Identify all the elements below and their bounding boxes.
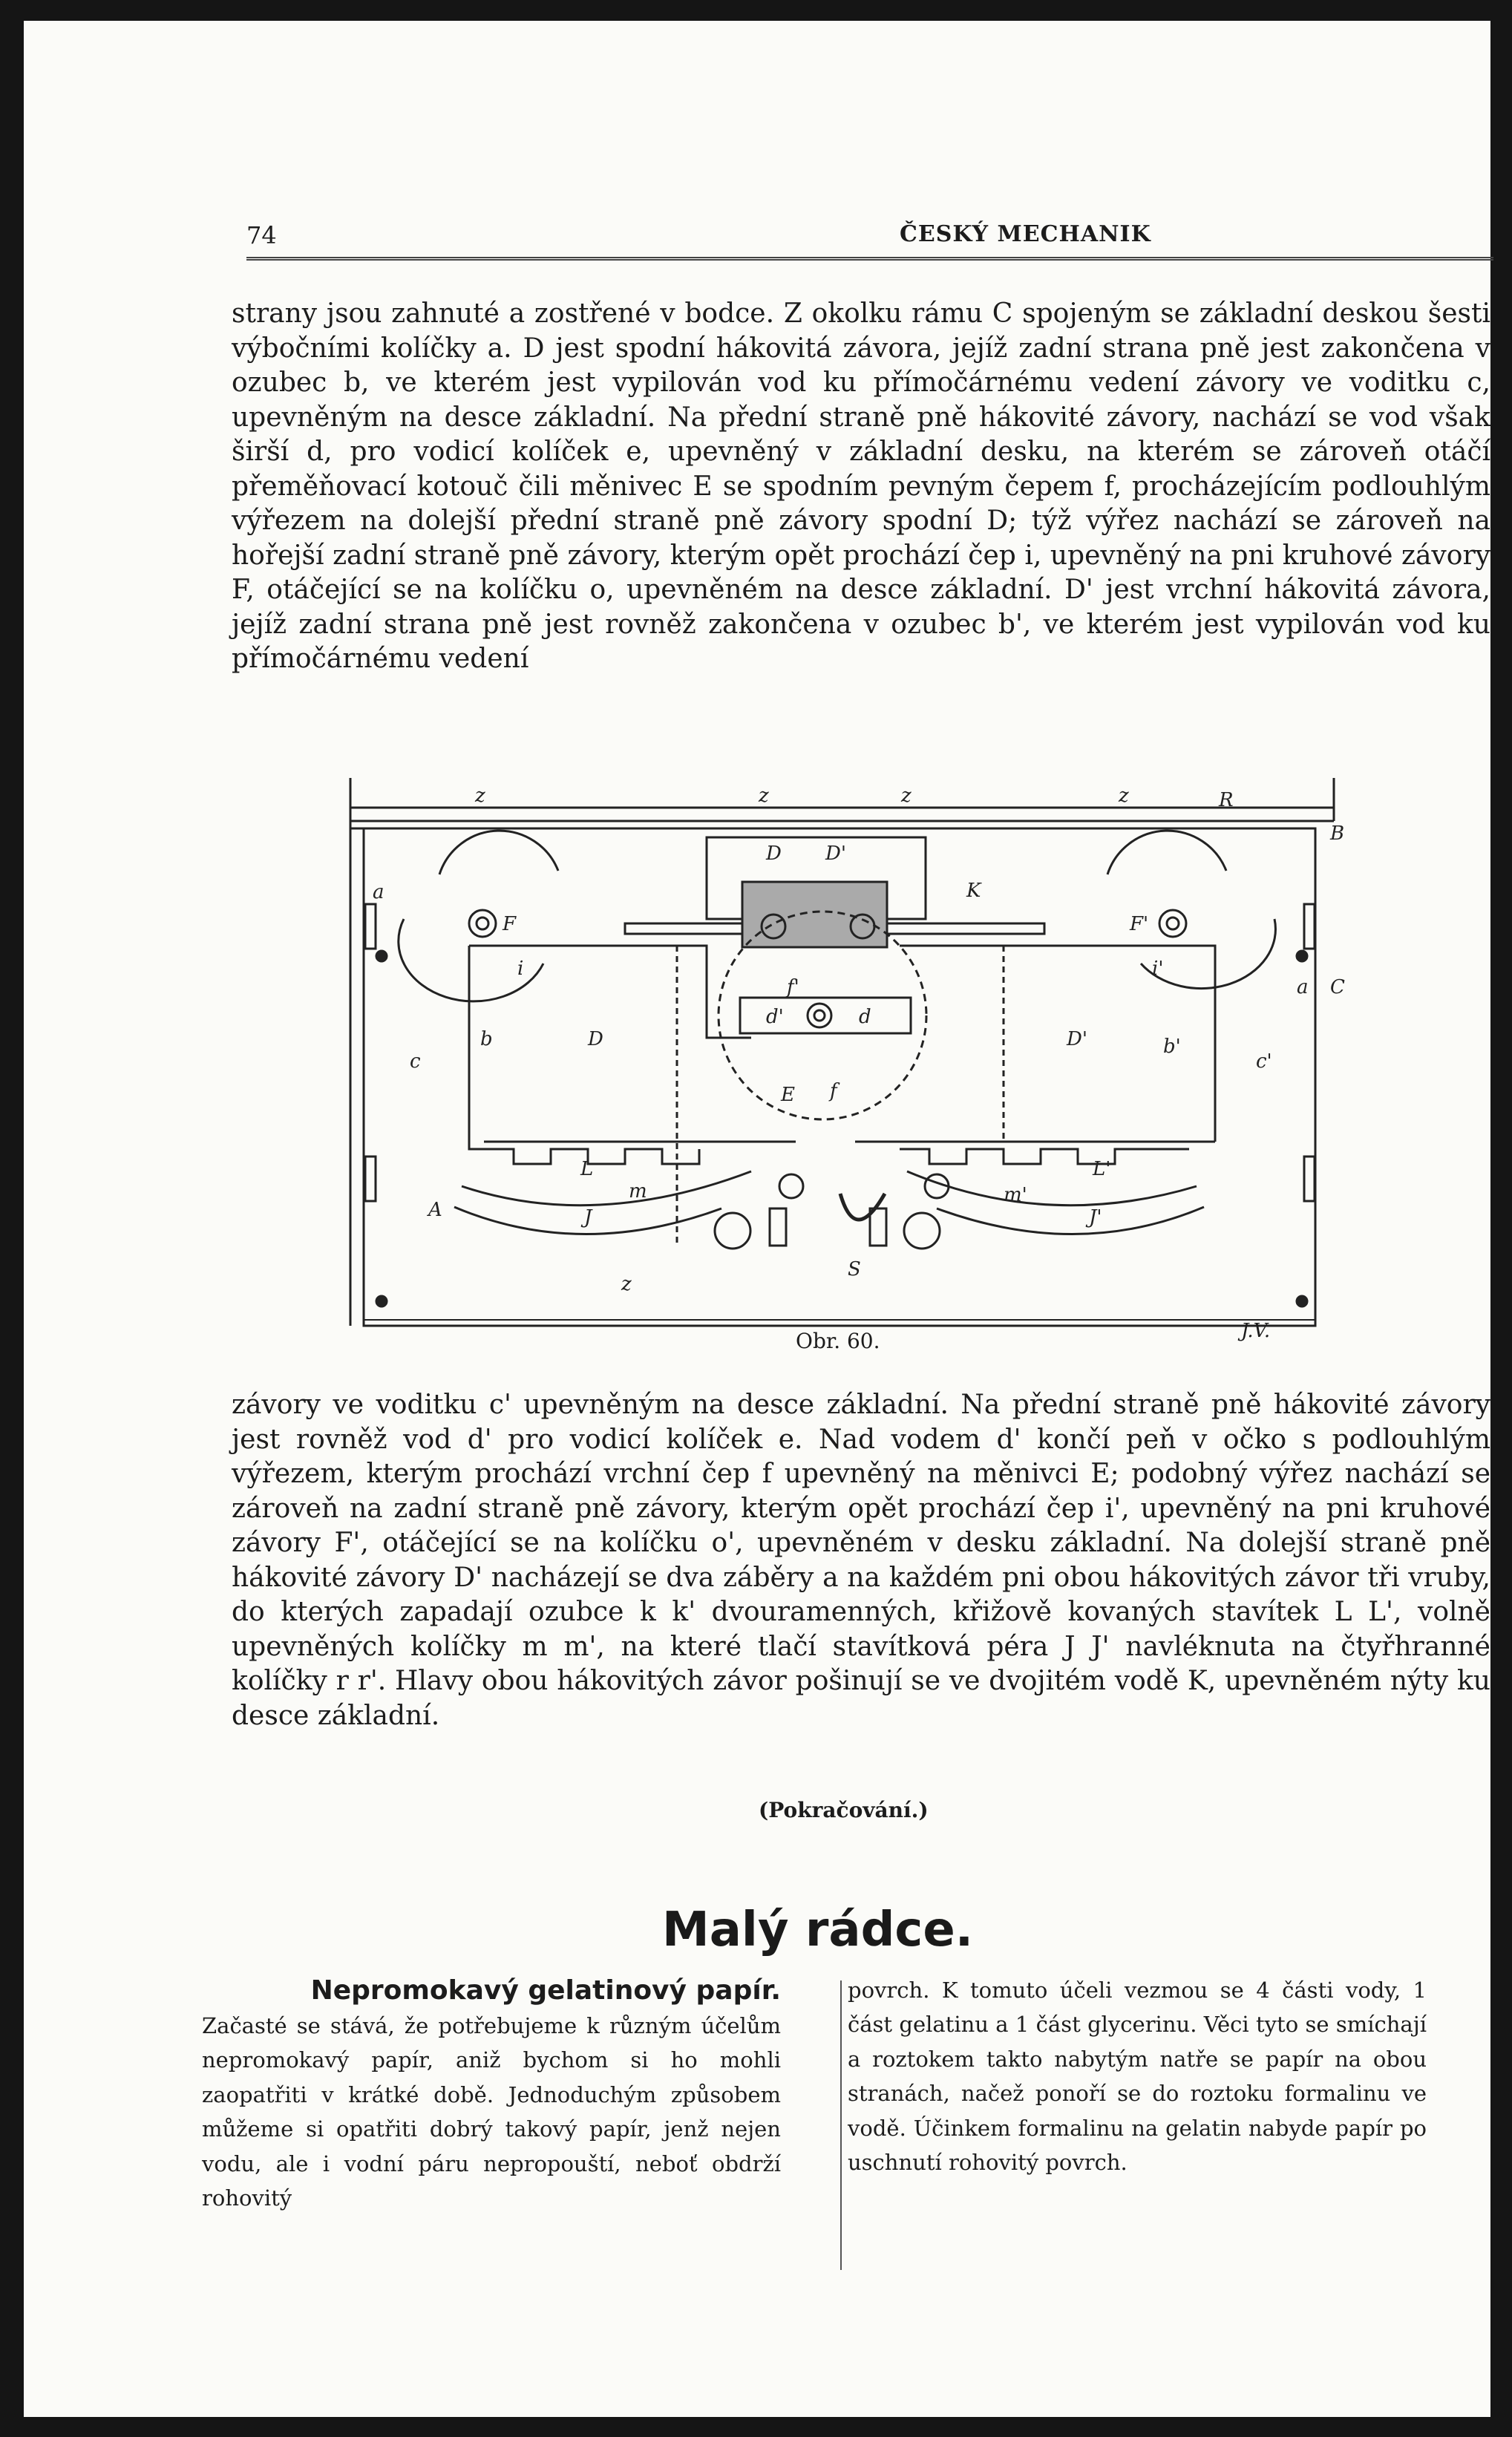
figure-label-F: F xyxy=(503,913,517,935)
article-body-top xyxy=(232,297,1490,677)
figure-label-L: L xyxy=(580,1158,594,1180)
technical-figure xyxy=(336,771,1345,1379)
figure-label-S: S xyxy=(848,1258,861,1280)
figure-label-B: B xyxy=(1330,822,1345,845)
figure-label-m: m xyxy=(629,1180,647,1203)
figure-label-A: A xyxy=(428,1199,442,1221)
figure-label-K: K xyxy=(966,880,981,902)
figure-label-C: C xyxy=(1330,976,1345,998)
figure-label-z: z xyxy=(901,785,912,807)
figure-label-J-prime: J' xyxy=(1089,1206,1102,1229)
page-header xyxy=(246,215,1493,260)
figure-label-R: R xyxy=(1219,789,1234,811)
scanned-page xyxy=(24,21,1490,2417)
figure-caption: Obr. 60. xyxy=(796,1329,880,1353)
article-heading: Nepromokavý gelatinový papír. xyxy=(310,1975,781,2006)
figure-label-a: a xyxy=(1297,976,1309,998)
section-title: Malý rádce. xyxy=(662,1903,974,1957)
page-number: 74 xyxy=(246,221,277,249)
figure-label-m-prime: m' xyxy=(1004,1184,1027,1206)
paragraph-top: strany jsou zahnuté a zostřené v bodce. Z okolku rámu C spojeným se základní deskou šesti výbočními kolíčky a. D jest spodní hákovitá závora, jejíž zadní strana pně jest zakončena v ozubec b, ve kterém jest vypilován vod ku přímočárnému vedení závory ve voditku c, upevněným na desce základní. Na přední straně pně hákovité závory, nachází se vod však širší d, pro vodicí kolíček e, upevněný v základní desku, na kterém se zároveň otáčí přeměňovací kotouč čili měnivec E se spodním pevným čepem f, procházejícím podlouhlým výřezem na dolejší přední straně pně závory spodní D; týž výřez nachází se zároveň na hořejší zadní straně pně závory, kterým opět prochází čep i, upevněný na pni kruhové závory F, otáčející se na kolíčku o, upevněném na desce základní. D' jest vrchní hákovitá závora, jejíž zadní strana pně jest rovněž zakončena v ozubec b', ve kterém jest vypilován vod ku přímočárnému vedení xyxy=(232,298,1490,674)
figure-label-D-prime: D' xyxy=(1067,1028,1087,1050)
figure-label-D: D xyxy=(588,1028,603,1050)
figure-label-b-prime: b' xyxy=(1163,1036,1181,1058)
figure-label-a: a xyxy=(373,881,384,903)
figure-label-i-prime: i' xyxy=(1152,958,1164,980)
figure-label-f: f xyxy=(830,1080,837,1102)
column-divider xyxy=(840,1980,842,2270)
figure-label-d-prime: d' xyxy=(766,1006,784,1028)
article-body-bottom xyxy=(232,1388,1490,1733)
left-column-text: Začasté se stává, že potřebujeme k různým účelům nepromokavý papír, aniž bychom si ho mohli zaopatřiti v krátké době. Jednoduchým způsobem můžeme si opatřiti dobrý takový papír, jenž nejen vodu, ale i vodní páru nepropouští, neboť obdrží rohovitý xyxy=(202,2013,781,2211)
figure-label-z: z xyxy=(475,785,485,807)
figure-label-c-prime: c' xyxy=(1256,1050,1272,1073)
figure-label-c: c xyxy=(410,1050,421,1073)
figure-label-E: E xyxy=(781,1084,795,1106)
figure-label-F-prime: F' xyxy=(1130,913,1149,935)
continued-note: (Pokračování.) xyxy=(759,1798,929,1822)
paragraph-bottom: závory ve voditku c' upevněným na desce základní. Na přední straně pně hákovité závory jest rovněž vod d' pro vodicí kolíček e. Nad vodem d' končí peň v očko s podlouhlým výřezem, kterým prochází vrchní čep f upevněný na měnivci E; podobný výřez nachází se zároveň na zadní straně pně závory, kterým opět prochází čep i', upevněný na pni kruhové závory F', otáčející se na kolíčku o', upevněném v desku základní. Na dolejší straně pně hákovité závory D' nacházejí se dva záběry a na každém pni obou hákovitých závor tři vruby, do kterých zapadají ozubce k k' dvouramenných, křižově kovaných stavítek L L', volně upevněných kolíčky m m', na které tlačí stavítková péra J J' navléknuta na čtyřhranné kolíčky r r'. Hlavy obou hákovitých závor pošinují se ve dvojitém vodě K, upevněném nýty ku desce základní. xyxy=(232,1390,1490,1731)
figure-label-D: D xyxy=(766,843,782,865)
figure-label-z: z xyxy=(1119,785,1129,807)
figure-label-L-prime: L' xyxy=(1093,1158,1111,1180)
figure-label-i: i xyxy=(517,958,524,980)
figure-label-d: d xyxy=(859,1006,871,1028)
figure-label-b: b xyxy=(480,1028,493,1050)
running-title: ČESKÝ MECHANIK xyxy=(900,221,1151,247)
figure-label-f-prime: f' xyxy=(787,976,799,998)
figure-label-z: z xyxy=(759,785,769,807)
figure-label-z: z xyxy=(621,1273,632,1295)
right-column xyxy=(848,1973,1427,2179)
right-column-text: povrch. K tomuto účeli vezmou se 4 části vody, 1 část gelatinu a 1 část glycerinu. Věci tyto se smíchají a roztokem takto nabytým natře se papír na obou stranách, načež ponoří se do roztoku formalinu ve vodě. Účinkem formalinu na gelatin nabyde papír po uschnutí rohovitý povrch. xyxy=(848,1978,1427,2176)
left-column xyxy=(202,1973,781,2215)
figure-signature: J.V. xyxy=(1241,1320,1271,1342)
figure-label-D-prime: D' xyxy=(825,843,846,865)
header-rule xyxy=(246,257,1493,261)
figure-label-J: J xyxy=(584,1206,592,1229)
